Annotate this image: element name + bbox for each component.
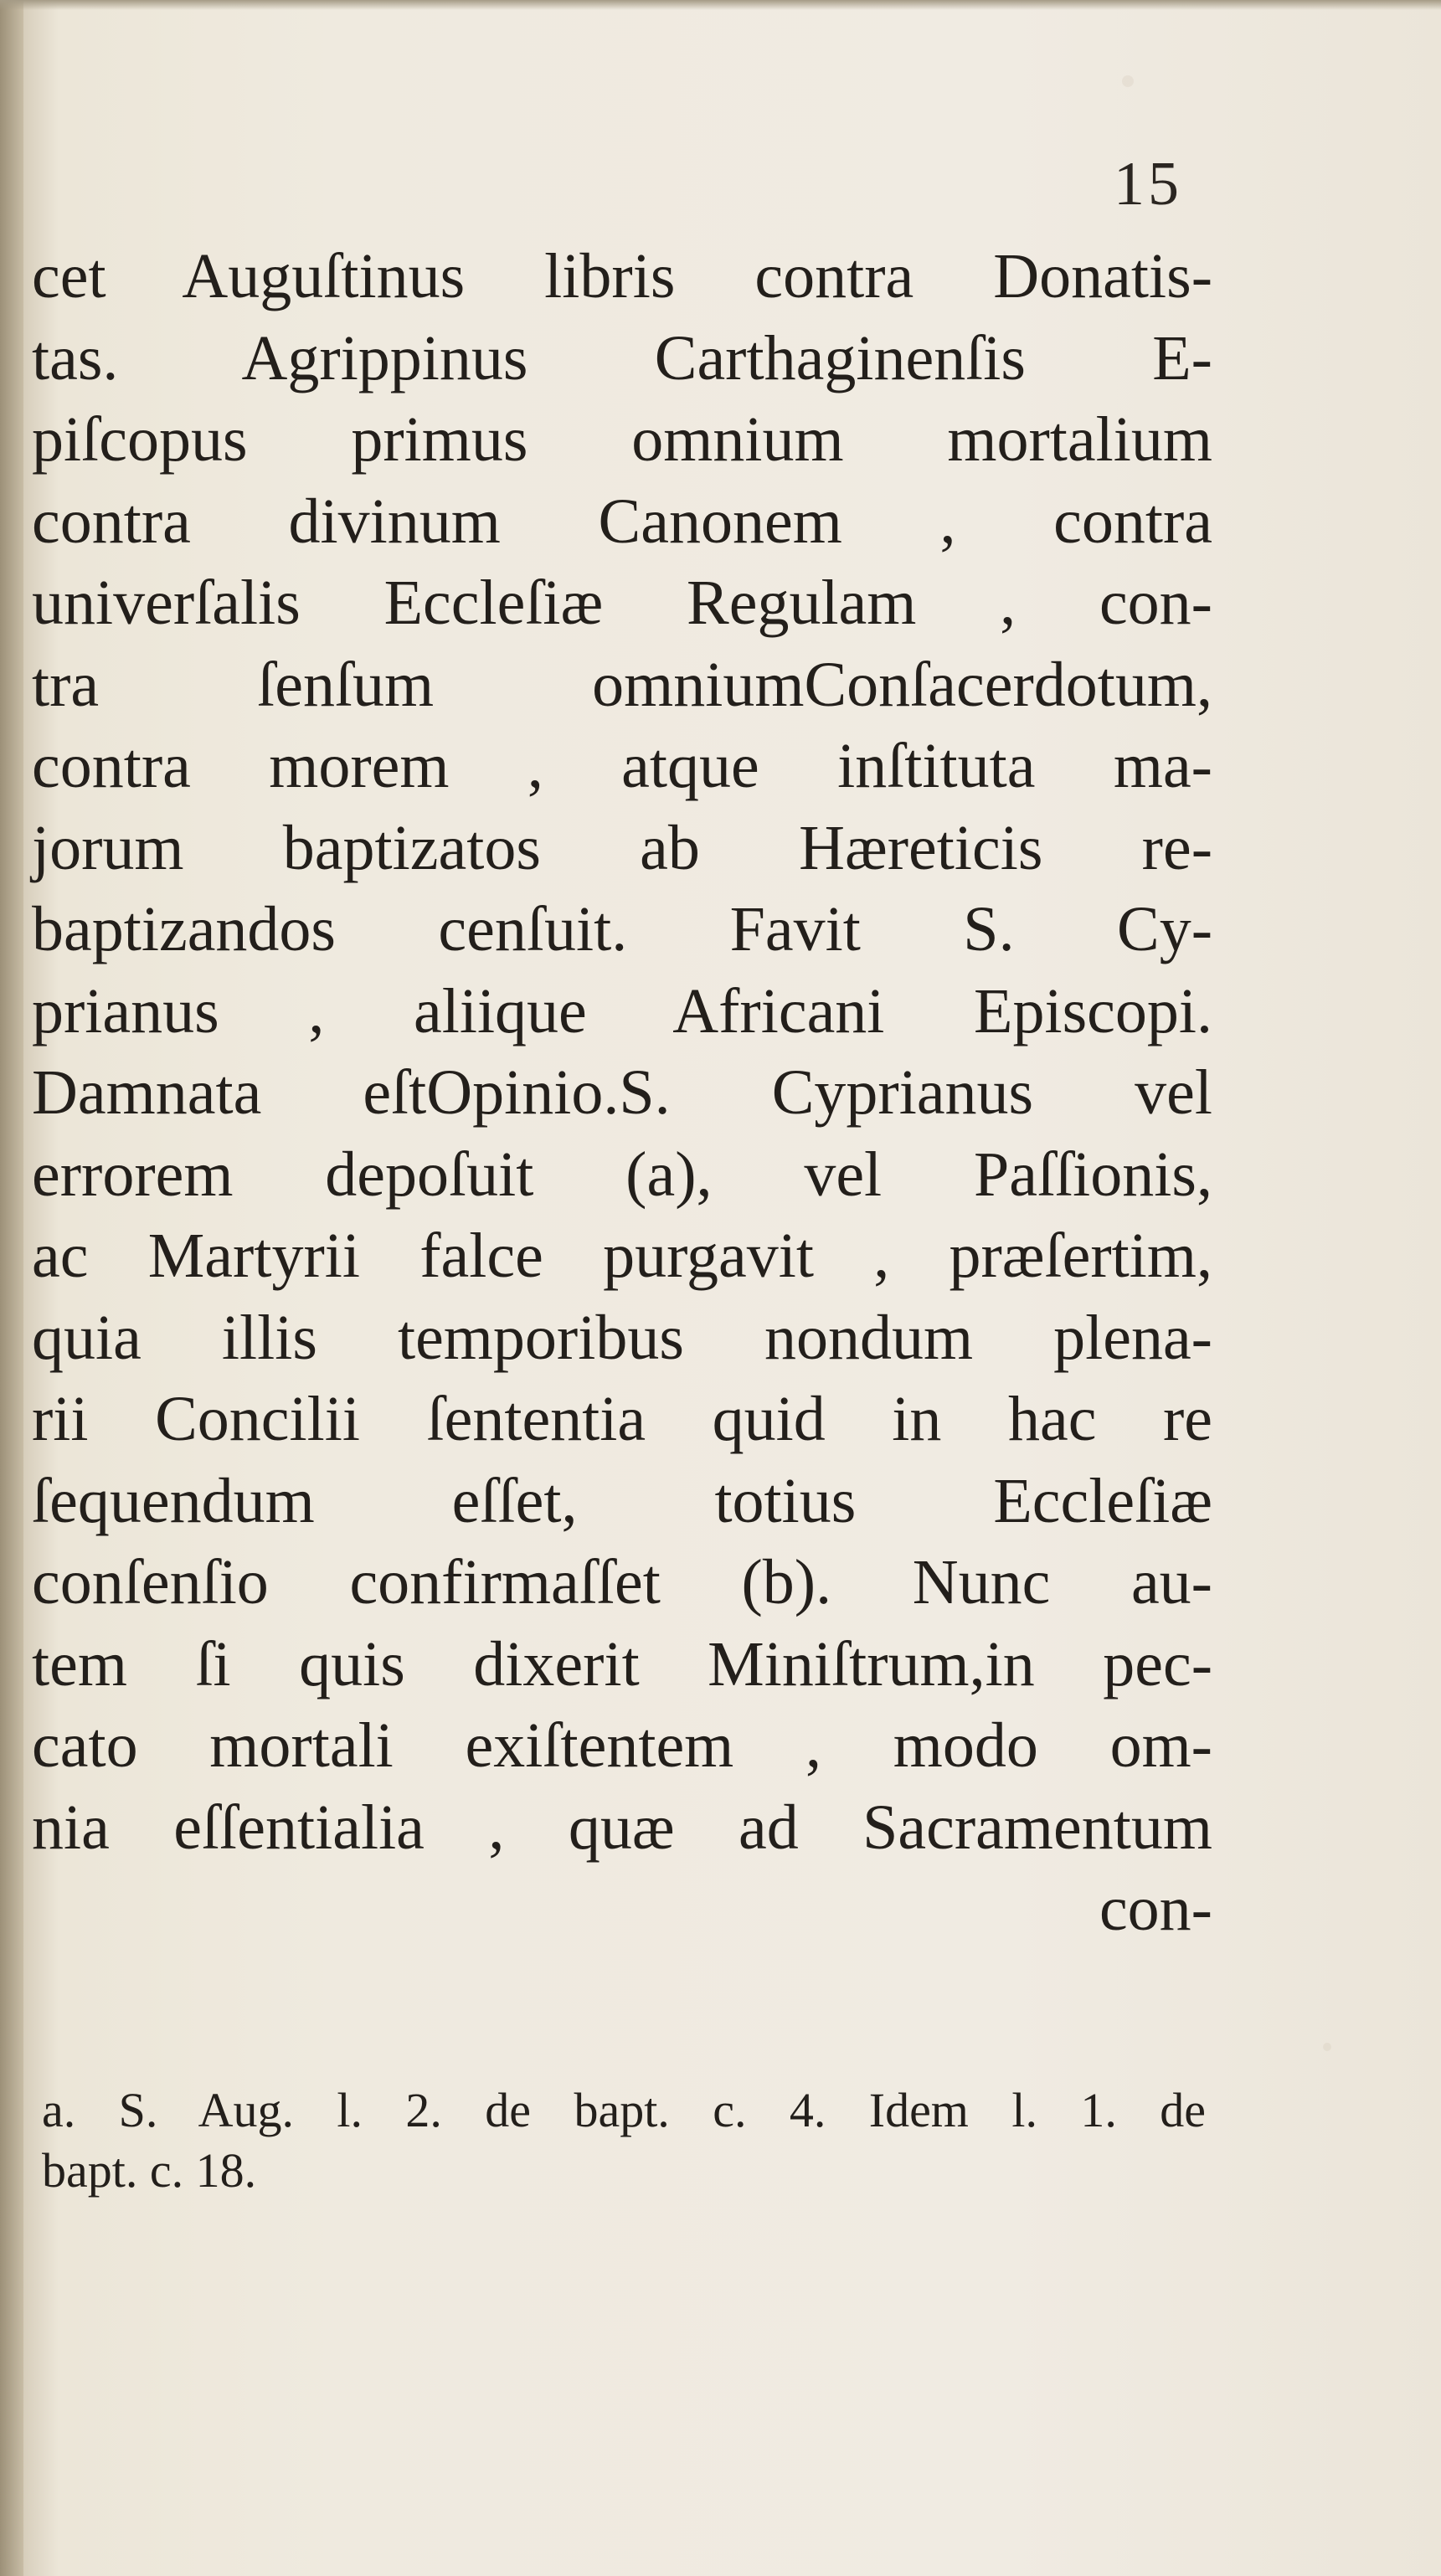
text-line: Damnata eſtOpinio.S. Cyprianus vel bbox=[32, 1057, 1212, 1128]
text-line: tas. Agrippinus Carthaginenſis E- bbox=[32, 322, 1212, 393]
text-line: nia eſſentialia , quæ ad Sacramentum bbox=[32, 1792, 1212, 1863]
footnotes bbox=[42, 2080, 1206, 2201]
text-line: univerſalis Eccleſiæ Regulam , con- bbox=[32, 568, 1212, 638]
footnote-line: a. S. Aug. l. 2. de bapt. c. 4. Idem l. 1. de bbox=[42, 2083, 1206, 2137]
text-line: errorem depoſuit (a), vel Paſſionis, bbox=[32, 1139, 1212, 1210]
paper-spot bbox=[1122, 75, 1134, 87]
text-line: prianus , aliique Africani Episcopi. bbox=[32, 975, 1212, 1046]
text-line: tra ſenſum omniumConſacerdotum, bbox=[32, 649, 1212, 720]
text-line: tem ſi quis dixerit Miniſtrum,in pec- bbox=[32, 1628, 1212, 1699]
text-line: baptizandos cenſuit. Favit S. Cy- bbox=[32, 894, 1212, 964]
text-line: jorum baptizatos ab Hæreticis re- bbox=[32, 812, 1212, 883]
text-line: contra divinum Canonem , contra bbox=[32, 486, 1212, 557]
text-line: conſenſio confirmaſſet (b). Nunc au- bbox=[32, 1547, 1212, 1617]
body-text bbox=[32, 236, 1212, 1951]
catchword: con- bbox=[1099, 1874, 1212, 1944]
text-line: cet Auguſtinus libris contra Donatis- bbox=[32, 241, 1212, 311]
text-line: ac Martyrii falce purgavit , præſertim, bbox=[32, 1221, 1212, 1291]
text-line: ſequendum eſſet, totius Eccleſiæ bbox=[32, 1465, 1212, 1536]
footnote-line: bapt. c. 18. bbox=[42, 2143, 257, 2198]
page-number: 15 bbox=[1114, 150, 1182, 219]
text-line: piſcopus primus omnium mortalium bbox=[32, 404, 1212, 475]
page-top-edge bbox=[0, 0, 1441, 10]
text-line: rii Concilii ſententia quid in hac re bbox=[32, 1384, 1212, 1454]
page-gutter-shadow bbox=[0, 0, 23, 2576]
paper-spot bbox=[1323, 2043, 1331, 2051]
text-line: contra morem , atque inſtituta ma- bbox=[32, 731, 1212, 801]
text-line: quia illis temporibus nondum plena- bbox=[32, 1302, 1212, 1373]
text-line: cato mortali exiſtentem , modo om- bbox=[32, 1710, 1212, 1781]
